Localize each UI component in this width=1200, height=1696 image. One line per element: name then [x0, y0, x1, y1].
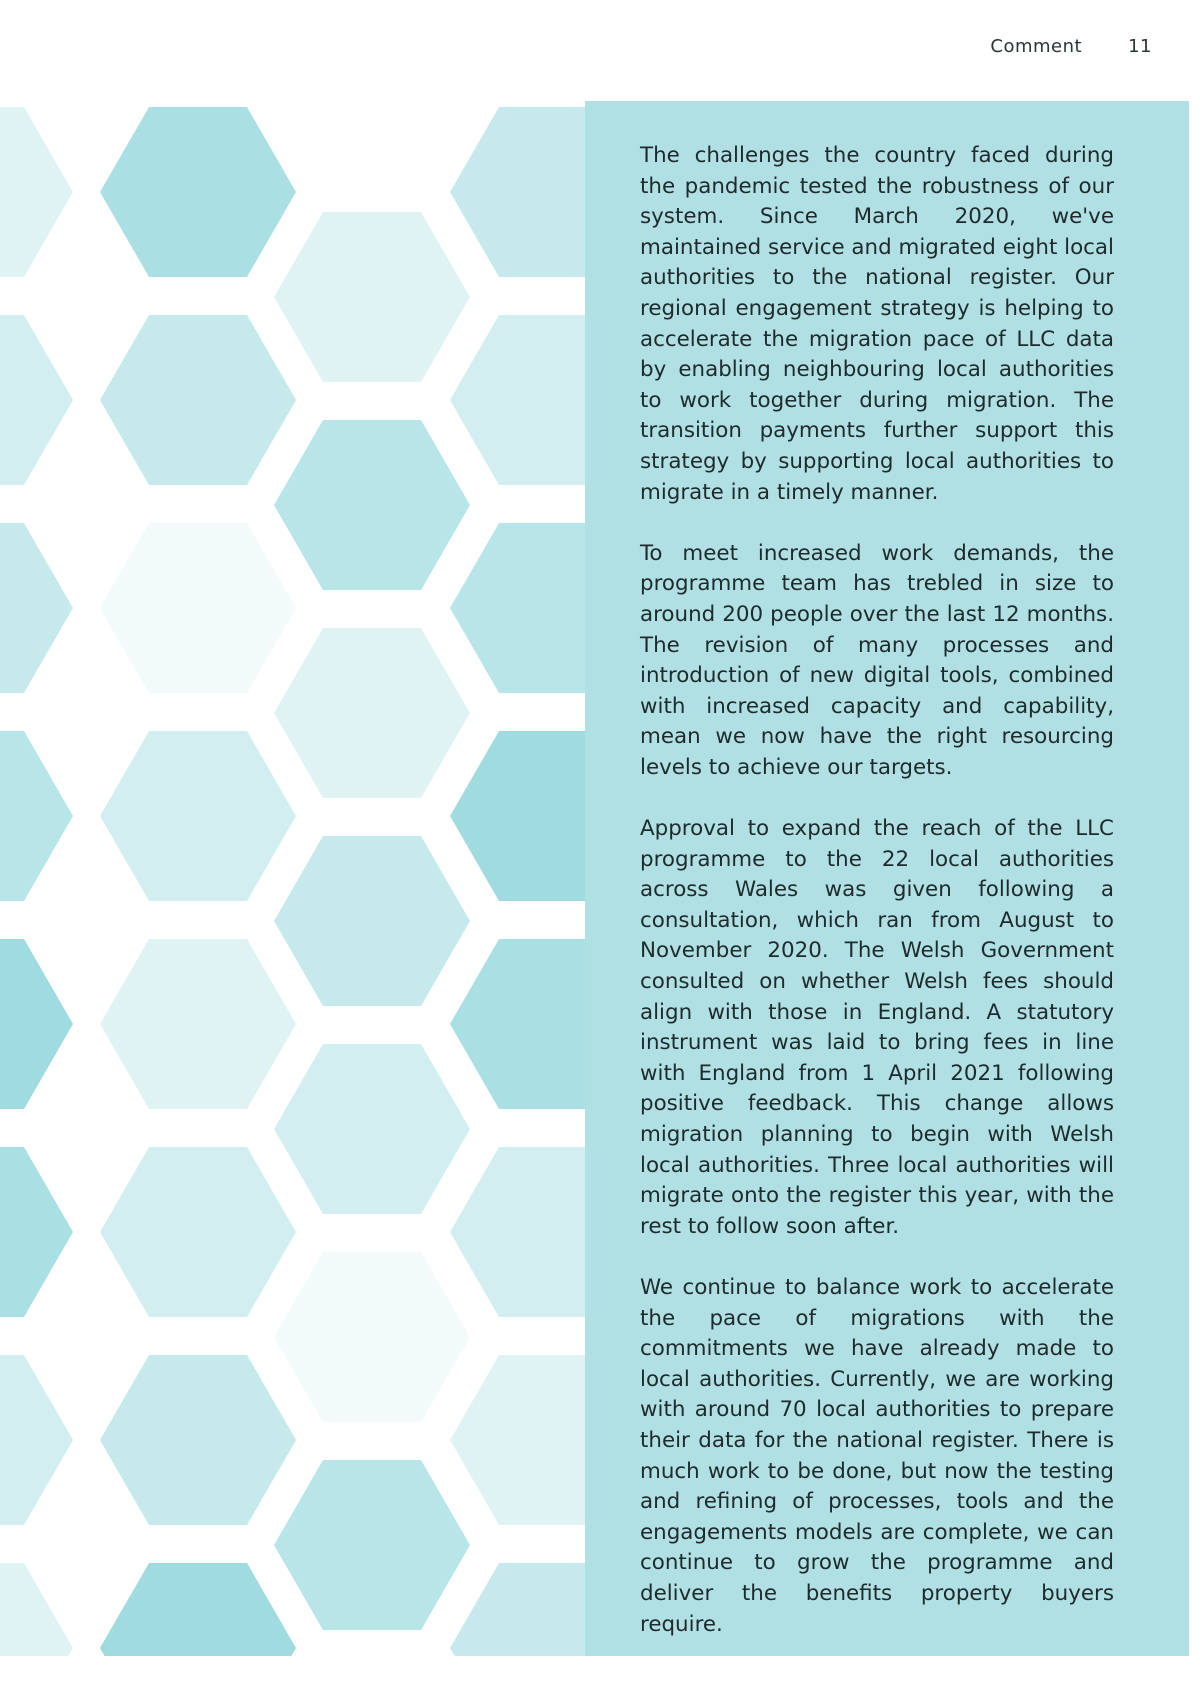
hexagon-shape [450, 523, 585, 693]
hexagon-shape [274, 628, 470, 798]
hexagon-shape [0, 315, 73, 485]
hexagon-shape [0, 107, 73, 277]
hexagon-shape [450, 939, 585, 1109]
paragraph-3: Approval to expand the reach of the LLC programme to the 22 local authorities across Wales was given following a consultation, which ran from August to November 2020. The Welsh Government consulted on whether Welsh fees should align with those in England. A statutory instrument was laid to bring fees in line with England from 1 April 2021 following positive feedback. This change allows migration planning to begin with Welsh local authorities. Three local authorities will migrate onto the register this year, with the rest to follow soon after. [640, 816, 1114, 1239]
hexagon-pattern-illustration [0, 92, 585, 1656]
paragraph-4: We continue to balance work to accelerate the pace of migrations with the commitments we have already made to local authorities. Currently, we are working with around 70 local authorities to prepare their data for the national register. There is much work to be done, but now the testing and refining of processes, tools and the engagements models are complete, we can continue to grow the programme and deliver the benefits property buyers require. [640, 1274, 1114, 1637]
hexagon-shape [100, 523, 296, 693]
hexagon-shape [100, 1147, 296, 1317]
hexagon-shape [274, 212, 470, 382]
hexagon-shape [100, 1355, 296, 1525]
hexagon-shape [100, 939, 296, 1109]
hexagon-shape [450, 731, 585, 901]
page-number: 11 [1128, 36, 1152, 57]
hexagon-shape [450, 107, 585, 277]
hexagon-shape [450, 1147, 585, 1317]
hexagon-shape [100, 315, 296, 485]
hexagon-shape [274, 836, 470, 1006]
hexagon-shape [274, 420, 470, 590]
hexagon-shape [274, 1044, 470, 1214]
hexagon-shape [100, 731, 296, 901]
page-header [990, 36, 1152, 57]
section-label: Comment [990, 36, 1083, 57]
hexagon-shape [100, 1563, 296, 1656]
hexagon-shape [0, 1355, 73, 1525]
hexagon-shape [450, 1563, 585, 1656]
hexagon-shape [0, 1563, 73, 1656]
hexagon-shape [274, 1460, 470, 1630]
hexagon-shape [450, 315, 585, 485]
article-body [640, 141, 1114, 1640]
hexagon-shape [274, 1252, 470, 1422]
paragraph-1: The challenges the country faced during the pandemic tested the robustness of our system. Since March 2020, we've maintained service and migrated eight local authorities to the national register. Our regional engagement strategy is helping to accelerate the migration pace of LLC data by enabling neighbouring local authorities to work together during migration. The transition payments further support this strategy by supporting local authorities to migrate in a timely manner. [640, 143, 1114, 505]
hexagon-shape [450, 1355, 585, 1525]
hexagon-shape [0, 731, 73, 901]
hexagon-shape [0, 939, 73, 1109]
hexagon-shape [0, 523, 73, 693]
paragraph-2: To meet increased work demands, the programme team has trebled in size to around 200 people over the last 12 months. The revision of many processes and introduction of new digital tools, combined with increased capacity and capability, mean we now have the right resourcing levels to achieve our targets. [640, 540, 1114, 780]
hexagon-shape [100, 107, 296, 277]
hexagon-shape [0, 1147, 73, 1317]
